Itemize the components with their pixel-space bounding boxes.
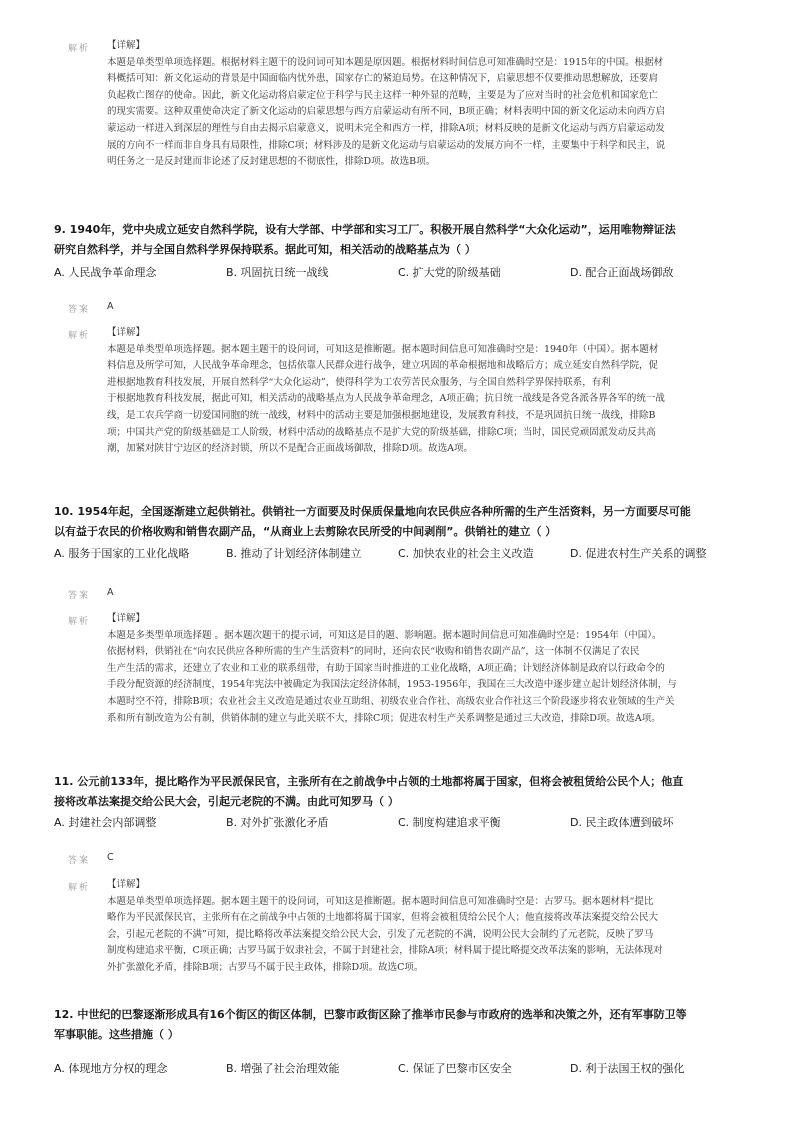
option-d[interactable]: D. 利于法国王权的强化 bbox=[570, 1062, 685, 1075]
question-9-stem: 9. 1940年，党中央成立延安自然科学院，设有大学部、中学部和实习工厂。积极开展自然科学“大众化运动”，运用唯物辩证法 研究自然科学，并与全国自然科学界保持联系。据此可知，相关活动的战略基点为（ ） bbox=[54, 223, 676, 256]
option-c[interactable]: C. 加快农业的社会主义改造 bbox=[398, 547, 534, 560]
option-d[interactable]: D. 促进农村生产关系的调整 bbox=[570, 547, 707, 560]
question-11-stem: 11. 公元前133年，提比略作为平民派保民官，主张所有在之前战争中占领的土地都将属于国家，但将会被租赁给公民个人；他直 接将改革法案提交给公民大会，引起元老院的不满。由此可知罗马（ ） bbox=[54, 775, 684, 808]
question-11-answer: C bbox=[107, 852, 114, 863]
question-11-options bbox=[54, 814, 744, 832]
question-9-explanation: 【详解】 本题是单类型单项选择题。据本题主题干的设问词，可知这是推断题。据本题时间信息可知准确时空是：1940年（中国）。据本题材 料信息及所学可知，人民战争革命理念，包括依靠人民群众进行战争，建立巩固的革命根据地和战略后方；成立延安自然科学院，促 进根据地教育科技发展，开展自然科学“大众化运动”，使得科学为工农劳苦民众服务，与全国自然科学界保持联系，有利 于根据地教育科技发展，据此可知，相关活动的战略基点为人民战争革命理念，A项正确；抗日统一战线是各党各派各界各军的统一战 线，是工农兵学商一切爱国同胞的统一战线，材料中的活动主要是加强根据地建设，发展教育科技，不是巩固抗日统一战线，排除B 项；中国共产党的阶级基础是工人阶级，材料中活动的战略基点不是扩大党的阶级基础，排除C项；当时，国民党顽固派发动反共高 潮，加紧对陕甘宁边区的经济封锁，所以不是配合正面战场御敌，排除D项。故选A项。 bbox=[107, 327, 665, 455]
option-a[interactable]: A. 人民战争革命理念 bbox=[54, 266, 157, 279]
question-12-stem: 12. 中世纪的巴黎逐渐形成具有16个街区的街区体制，巴黎市政街区除了推举市民参与市政府的选举和决策之外，还有军事防卫等 军事职能。这些措施（ ） bbox=[54, 1008, 687, 1041]
option-b[interactable]: B. 增强了社会治理效能 bbox=[226, 1062, 340, 1075]
analysis-label: 解析 bbox=[68, 331, 91, 341]
question-12-options bbox=[54, 1060, 744, 1078]
q8-explanation: 【详解】 本题是单类型单项选择题。根据材料主题干的设问词可知本题是原因题。根据材料时间信息可知准确时空是：1915年的中国。根据材 料概括可知：新文化运动的背景是中国面临内忧外患，国家存亡的紧迫局势。在这种情况下，启蒙思想不仅要推动思想解放，还要肩 负起救亡图存的使命。因此，新文化运动将启蒙定位于科学与民主这样一种外显的范畴，主要是为了应对当时的社会危机和国家危亡 的现实需要。这种双重使命决定了新文化运动的启蒙思想与西方启蒙运动有所不同，B项正确；材料表明中国的新文化运动未向西方启 蒙运动一样进入到深层的理性与自由去揭示启蒙意义，说明未完全和西方一样，排除A项；材料反映的是新文化运动与西方启蒙运动发 展的方向不一样而非自身具有局限性，排除C项；材料涉及的是新文化运动与启蒙运动的发展方向不一样，主要集中于科学和民主，说 明任务之一是反封建而非论述了反封建思想的不彻底性，排除D项。故选B项。 bbox=[107, 40, 666, 168]
analysis-label: 解析 bbox=[68, 883, 91, 893]
question-10-options bbox=[54, 545, 744, 563]
option-c[interactable]: C. 制度构建追求平衡 bbox=[398, 816, 501, 829]
analysis-label: 解析 bbox=[68, 44, 91, 54]
analysis-label: 解析 bbox=[68, 617, 91, 627]
option-a[interactable]: A. 服务于国家的工业化战略 bbox=[54, 547, 190, 560]
option-c[interactable]: C. 保证了巴黎市区安全 bbox=[398, 1062, 512, 1075]
answer-label: 答案 bbox=[68, 591, 91, 601]
question-9-options bbox=[54, 264, 744, 282]
question-9-answer: A bbox=[107, 301, 114, 312]
option-d[interactable]: D. 民主政体遭到破坏 bbox=[570, 816, 674, 829]
option-b[interactable]: B. 推动了计划经济体制建立 bbox=[226, 547, 362, 560]
question-10-explanation: 【详解】 本题是多类型单项选择题 。据本题次题干的提示词，可知这是目的题、影响题。据本题时间信息可知准确时空是：1954年（中国）。 依据材料，供销社在“向农民供应各种所需的生产生活资料”的同时，还向农民“收购和销售农副产品”，这一体制不仅满足了农民 生产生活的需求，还建立了农业和工业的联系纽带，有助于国家当时推进的工业化战略，A项正确；计划经济体制是政府以行政命令的 手段分配资源的经济制度，1954年宪法中被确定为我国法定经济体制，1953-1956年，我国在三大改造中逐步建立起计划经济体制，与 本题时空不符，排除B项；农业社会主义改造是通过农业互助组、初级农业合作社、高级农业合作社这三个阶段逐步将农业领域的生产关 系和所有制改造为公有制，供销体制的建立与此关联不大，排除C项；促进农村生产关系调整是通过三大改造，排除D项。故选A项。 bbox=[107, 613, 677, 724]
answer-label: 答案 bbox=[68, 305, 91, 315]
question-11-explanation: 【详解】 本题是单类型单项选择题。据本题主题干的设问词，可知这是推断题。据本题时间信息可知准确时空是：古罗马。据本题材料“提比 略作为平民派保民官，主张所有在之前战争中占领的土地都将属于国家，但将会被租赁给公民个人；他直接将改革法案提交给公民大 会，引起元老院的不满”可知，提比略将改革法案提交给公民大会，引发了元老院的不满，说明公民大会制约了元老院，反映了罗马 制度构建追求平衡，C项正确；古罗马属于奴隶社会，不属于封建社会，排除A项；材料属于提比略提交改革法案的影响，无法体现对 外扩张激化矛盾，排除B项；古罗马不属于民主政体，排除D项。故选C项。 bbox=[107, 879, 663, 973]
question-10-answer: A bbox=[107, 587, 114, 598]
option-b[interactable]: B. 巩固抗日统一战线 bbox=[226, 266, 329, 279]
option-c[interactable]: C. 扩大党的阶级基础 bbox=[398, 266, 501, 279]
option-d[interactable]: D. 配合正面战场御敌 bbox=[570, 266, 674, 279]
option-b[interactable]: B. 对外扩张激化矛盾 bbox=[226, 816, 329, 829]
answer-label: 答案 bbox=[68, 856, 91, 866]
question-10-stem: 10. 1954年起，全国逐渐建立起供销社。供销社一方面要及时保质保量地向农民供应各种所需的生产生活资料，另一方面要尽可能 以有益于农民的价格收购和销售农副产品，“从商业上去剪除农民所受的中间剥削”。供销社的建立（ ） bbox=[54, 505, 691, 538]
option-a[interactable]: A. 封建社会内部调整 bbox=[54, 816, 157, 829]
option-a[interactable]: A. 体现地方分权的理念 bbox=[54, 1062, 168, 1075]
